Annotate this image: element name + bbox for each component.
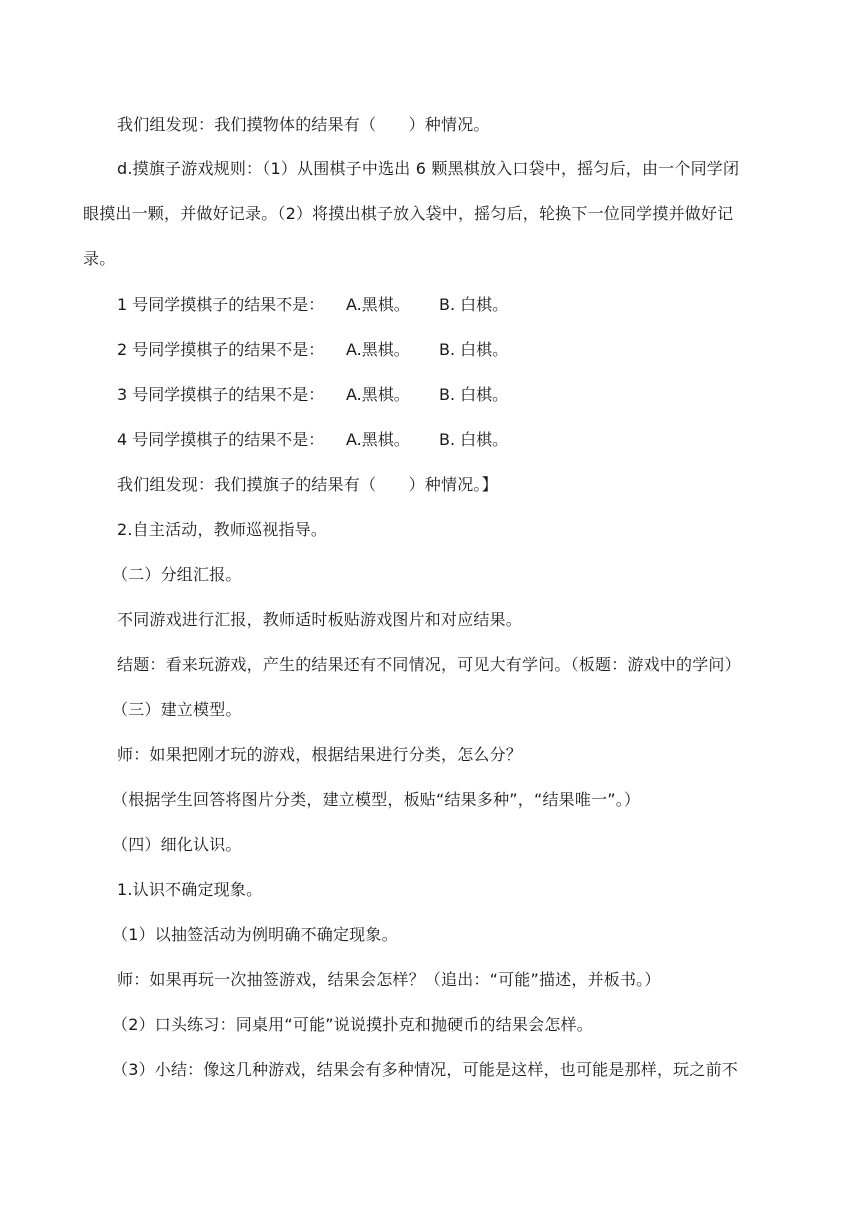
paragraph-report: 不同游戏进行汇报，教师适时板贴游戏图片和对应结果。	[117, 610, 523, 629]
option-a: A.黑棋。	[346, 340, 410, 359]
paragraph-game-rules-line-2: 眼摸出一颗，并做好记录。（2）将摸出棋子放入袋中，摇匀后，轮换下一位同学摸并做好记	[83, 204, 734, 223]
paragraph-summary: （3）小结：像这几种游戏，结果会有多种情况，可能是这样，也可能是那样，玩之前不	[112, 1060, 738, 1079]
option-b: B. 白棋。	[439, 430, 509, 449]
row-label: 4 号同学摸棋子的结果不是：	[117, 430, 325, 449]
row-label: 1 号同学摸棋子的结果不是：	[117, 295, 325, 314]
paragraph-group-finding-pieces: 我们组发现：我们摸旗子的结果有（ ）种情况。】	[117, 475, 498, 494]
option-a: A.黑棋。	[346, 295, 410, 314]
paragraph-game-rules-line-1: d.摸旗子游戏规则：（1）从围棋子中选出 6 颗黑棋放入口袋中，摇匀后，由一个同学闭	[117, 159, 740, 178]
paragraph-oral-practice: （2）口头练习：同桌用“可能”说说摸扑克和抛硬币的结果会怎样。	[112, 1015, 593, 1034]
option-a: A.黑棋。	[346, 385, 410, 404]
paragraph-classify: （根据学生回答将图片分类，建立模型，板贴“结果多种”，“结果唯一”。）	[112, 790, 641, 809]
paragraph-teacher-again: 师：如果再玩一次抽签游戏，结果会怎样？（追出：“可能”描述，并板书。）	[117, 970, 661, 989]
section-heading-build-model: （三）建立模型。	[112, 700, 242, 719]
paragraph-game-rules-line-3: 录。	[83, 249, 116, 268]
row-label: 3 号同学摸棋子的结果不是：	[117, 385, 325, 404]
option-a: A.黑棋。	[346, 430, 410, 449]
paragraph-group-finding-objects: 我们组发现：我们摸物体的结果有（ ）种情况。	[117, 115, 490, 134]
option-b: B. 白棋。	[439, 295, 509, 314]
section-heading-group-report: （二）分组汇报。	[112, 565, 242, 584]
option-b: B. 白棋。	[439, 340, 509, 359]
paragraph-self-activity: 2.自主活动，教师巡视指导。	[117, 520, 328, 539]
row-label: 2 号同学摸棋子的结果不是：	[117, 340, 325, 359]
paragraph-conclusion: 结题：看来玩游戏，产生的结果还有不同情况，可见大有学问。（板题：游戏中的学问）	[117, 655, 741, 674]
paragraph-uncertain: 1.认识不确定现象。	[117, 880, 263, 899]
paragraph-lottery-example: （1）以抽签活动为例明确不确定现象。	[112, 925, 398, 944]
option-b: B. 白棋。	[439, 385, 509, 404]
section-heading-refine: （四）细化认识。	[112, 835, 242, 854]
paragraph-teacher-question: 师：如果把刚才玩的游戏，根据结果进行分类，怎么分？	[117, 745, 523, 764]
